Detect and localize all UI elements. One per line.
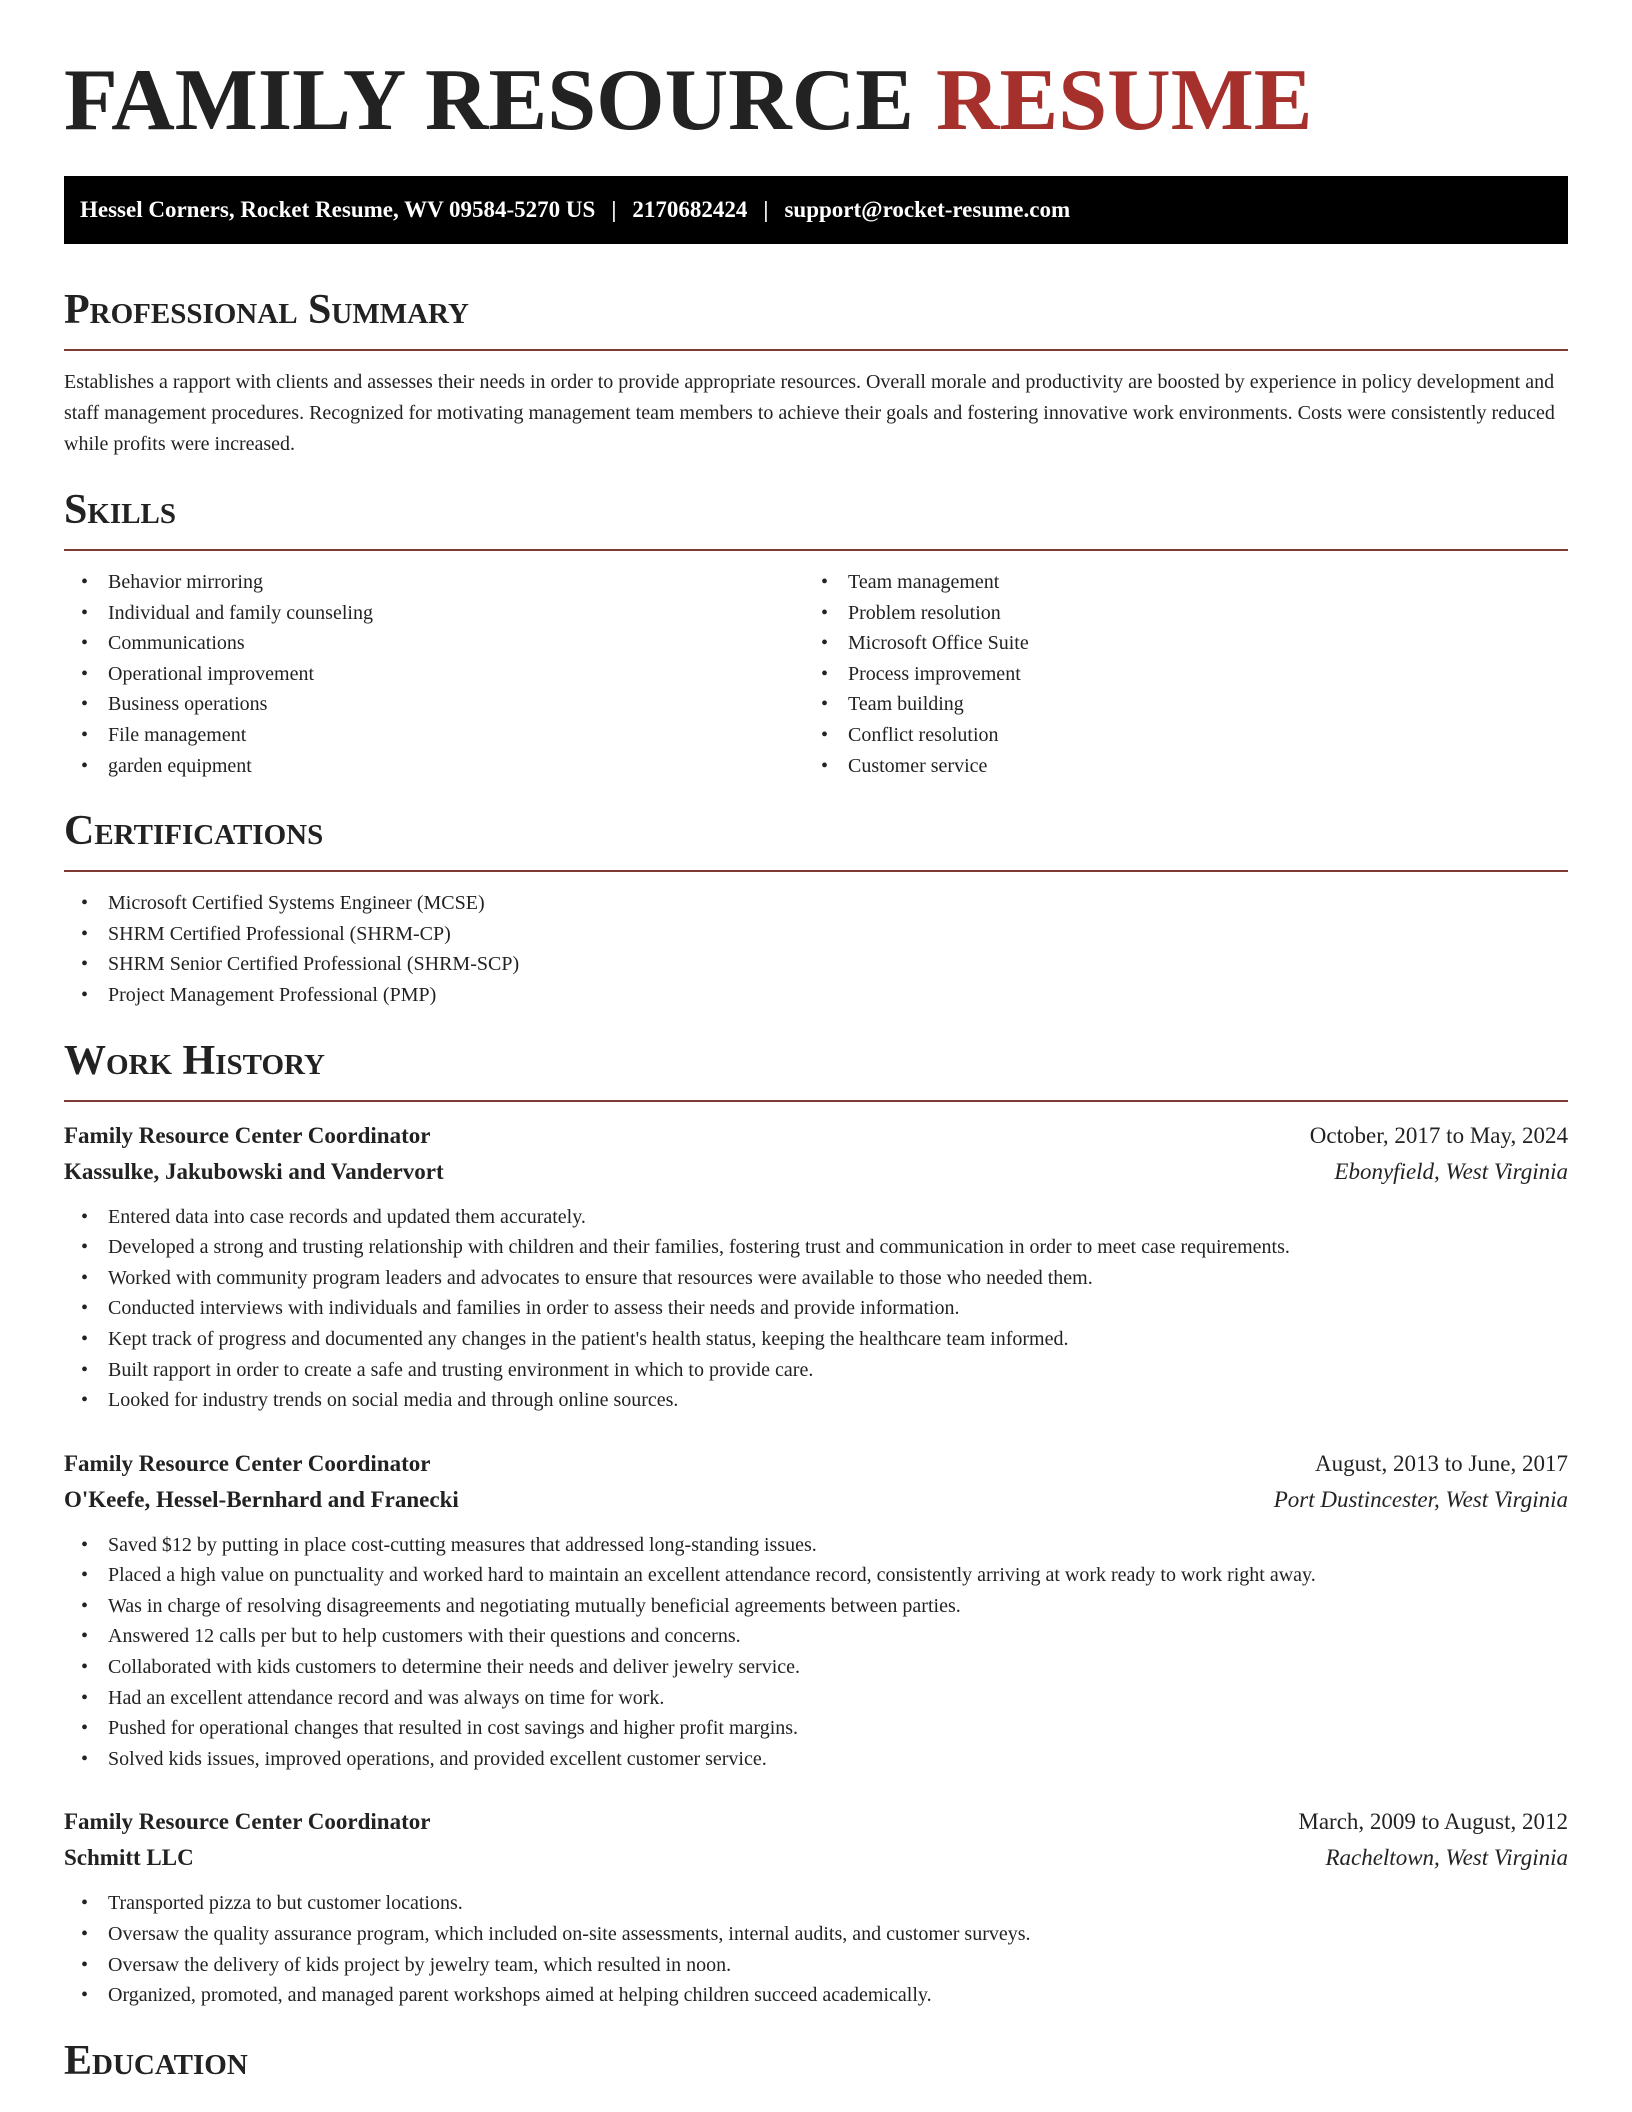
job-header bbox=[64, 1446, 1568, 1482]
job-bullet: • Placed a high value on punctuality and worked hard to maintain an excellent attendance record, consistently arriving at work ready to work right away. bbox=[64, 1560, 1568, 1591]
section-title: Education bbox=[64, 2037, 248, 2084]
skills-section bbox=[64, 486, 1568, 781]
job-bullet: • Organized, promoted, and managed parent workshops aimed at helping children succeed academically. bbox=[64, 1980, 1568, 2011]
resume-title bbox=[64, 0, 1568, 176]
job-title: Family Resource Center Coordinator bbox=[64, 1450, 431, 1476]
skill-item: • Team management bbox=[804, 567, 1544, 598]
skill-item: • Process improvement bbox=[804, 659, 1544, 690]
section-title: Work History bbox=[64, 1037, 325, 1084]
certification-item: • SHRM Senior Certified Professional (SHRM-SCP) bbox=[64, 949, 1568, 980]
education-section bbox=[64, 2037, 1568, 2085]
certification-item: • Project Management Professional (PMP) bbox=[64, 980, 1568, 1011]
job-bullet: • Kept track of progress and documented any changes in the patient's health status, keeping the healthcare team informed. bbox=[64, 1324, 1568, 1355]
job-location: Racheltown, West Virginia bbox=[1325, 1845, 1568, 1871]
skill-item: • Team building bbox=[804, 689, 1544, 720]
summary-text: Establishes a rapport with clients and assesses their needs in order to provide appropriate resources. Overall morale and productivity are boosted by experience in policy development and staff management procedures. Recognized for motivating management team members to achieve their goals and fostering innovative work environments. Costs were consistently reduced while profits were increased. bbox=[64, 371, 1555, 455]
certification-item: • Microsoft Certified Systems Engineer (MCSE) bbox=[64, 888, 1568, 919]
job-bullets bbox=[64, 1190, 1568, 1416]
job-entry bbox=[64, 1102, 1568, 1416]
title-main: FAMILY RESOURCE bbox=[64, 52, 914, 149]
job-header bbox=[64, 1118, 1568, 1154]
job-title: Family Resource Center Coordinator bbox=[64, 1122, 431, 1148]
job-dates: March, 2009 to August, 2012 bbox=[1298, 1809, 1568, 1835]
skill-item: • Customer service bbox=[804, 751, 1544, 782]
job-entry bbox=[64, 1416, 1568, 1775]
summary-section bbox=[64, 286, 1568, 460]
job-bullet: • Saved $12 by putting in place cost-cutting measures that addressed long-standing issues. bbox=[64, 1530, 1568, 1561]
contact-separator: | bbox=[611, 197, 617, 222]
job-dates: August, 2013 to June, 2017 bbox=[1315, 1450, 1568, 1476]
contact-separator: | bbox=[763, 197, 769, 222]
skill-item: • Problem resolution bbox=[804, 598, 1544, 629]
job-header bbox=[64, 1804, 1568, 1840]
job-subheader bbox=[64, 1154, 1568, 1190]
job-bullet: • Transported pizza to but customer locations. bbox=[64, 1888, 1568, 1919]
skill-item: • Business operations bbox=[64, 689, 804, 720]
skill-item: • File management bbox=[64, 720, 804, 751]
job-bullet: • Collaborated with kids customers to determine their needs and deliver jewelry service. bbox=[64, 1652, 1568, 1683]
contact-phone: 2170682424 bbox=[632, 197, 748, 222]
job-location: Port Dustincester, West Virginia bbox=[1273, 1486, 1568, 1512]
skill-item: • Communications bbox=[64, 628, 804, 659]
job-bullet: • Looked for industry trends on social media and through online sources. bbox=[64, 1385, 1568, 1416]
section-title: Professional Summary bbox=[64, 287, 469, 333]
job-bullet: • Pushed for operational changes that resulted in cost savings and higher profit margins. bbox=[64, 1713, 1568, 1744]
skill-item: • Operational improvement bbox=[64, 659, 804, 690]
certification-item: • SHRM Certified Professional (SHRM-CP) bbox=[64, 919, 1568, 950]
section-title: Skills bbox=[64, 487, 177, 533]
job-company: Schmitt LLC bbox=[64, 1845, 194, 1871]
job-dates: October, 2017 to May, 2024 bbox=[1309, 1122, 1568, 1148]
section-title: Certifications bbox=[64, 808, 324, 855]
skill-item: • Microsoft Office Suite bbox=[804, 628, 1544, 659]
contact-address: Hessel Corners, Rocket Resume, WV 09584-5270 US bbox=[80, 197, 596, 222]
job-bullet: • Entered data into case records and updated them accurately. bbox=[64, 1202, 1568, 1233]
job-subheader bbox=[64, 1482, 1568, 1518]
job-bullet: • Oversaw the quality assurance program, which included on-site assessments, internal audits, and customer surveys. bbox=[64, 1919, 1568, 1950]
skill-item: • garden equipment bbox=[64, 751, 804, 782]
skills-list-left bbox=[64, 567, 804, 781]
job-entry bbox=[64, 1774, 1568, 2010]
skill-item: • Behavior mirroring bbox=[64, 567, 804, 598]
job-bullet: • Oversaw the delivery of kids project by jewelry team, which resulted in noon. bbox=[64, 1950, 1568, 1981]
job-bullet: • Solved kids issues, improved operations, and provided excellent customer service. bbox=[64, 1744, 1568, 1775]
skill-item: • Conflict resolution bbox=[804, 720, 1544, 751]
job-company: Kassulke, Jakubowski and Vandervort bbox=[64, 1158, 444, 1184]
job-subheader bbox=[64, 1840, 1568, 1876]
work-history-section bbox=[64, 1037, 1568, 2011]
job-bullet: • Conducted interviews with individuals and families in order to assess their needs and provide information. bbox=[64, 1293, 1568, 1324]
certifications-list bbox=[64, 872, 1568, 1010]
skills-list-right bbox=[804, 567, 1544, 781]
skills-grid bbox=[64, 551, 1568, 781]
certifications-section bbox=[64, 807, 1568, 1010]
contact-bar bbox=[64, 176, 1568, 244]
job-bullet: • Developed a strong and trusting relationship with children and their families, fostering trust and communication in order to meet case requirements. bbox=[64, 1232, 1568, 1263]
title-accent: RESUME bbox=[935, 52, 1313, 149]
job-bullets bbox=[64, 1876, 1568, 2010]
job-company: O'Keefe, Hessel-Bernhard and Franecki bbox=[64, 1486, 459, 1512]
job-bullet: • Answered 12 calls per but to help customers with their questions and concerns. bbox=[64, 1621, 1568, 1652]
job-title: Family Resource Center Coordinator bbox=[64, 1809, 431, 1835]
job-bullet: • Built rapport in order to create a safe and trusting environment in which to provide care. bbox=[64, 1355, 1568, 1386]
job-bullets bbox=[64, 1518, 1568, 1775]
contact-email: support@rocket-resume.com bbox=[784, 197, 1071, 222]
job-bullet: • Had an excellent attendance record and was always on time for work. bbox=[64, 1683, 1568, 1714]
job-bullet: • Was in charge of resolving disagreements and negotiating mutually beneficial agreements between parties. bbox=[64, 1591, 1568, 1622]
job-location: Ebonyfield, West Virginia bbox=[1334, 1158, 1568, 1184]
job-bullet: • Worked with community program leaders and advocates to ensure that resources were available to those who needed them. bbox=[64, 1263, 1568, 1294]
skill-item: • Individual and family counseling bbox=[64, 598, 804, 629]
